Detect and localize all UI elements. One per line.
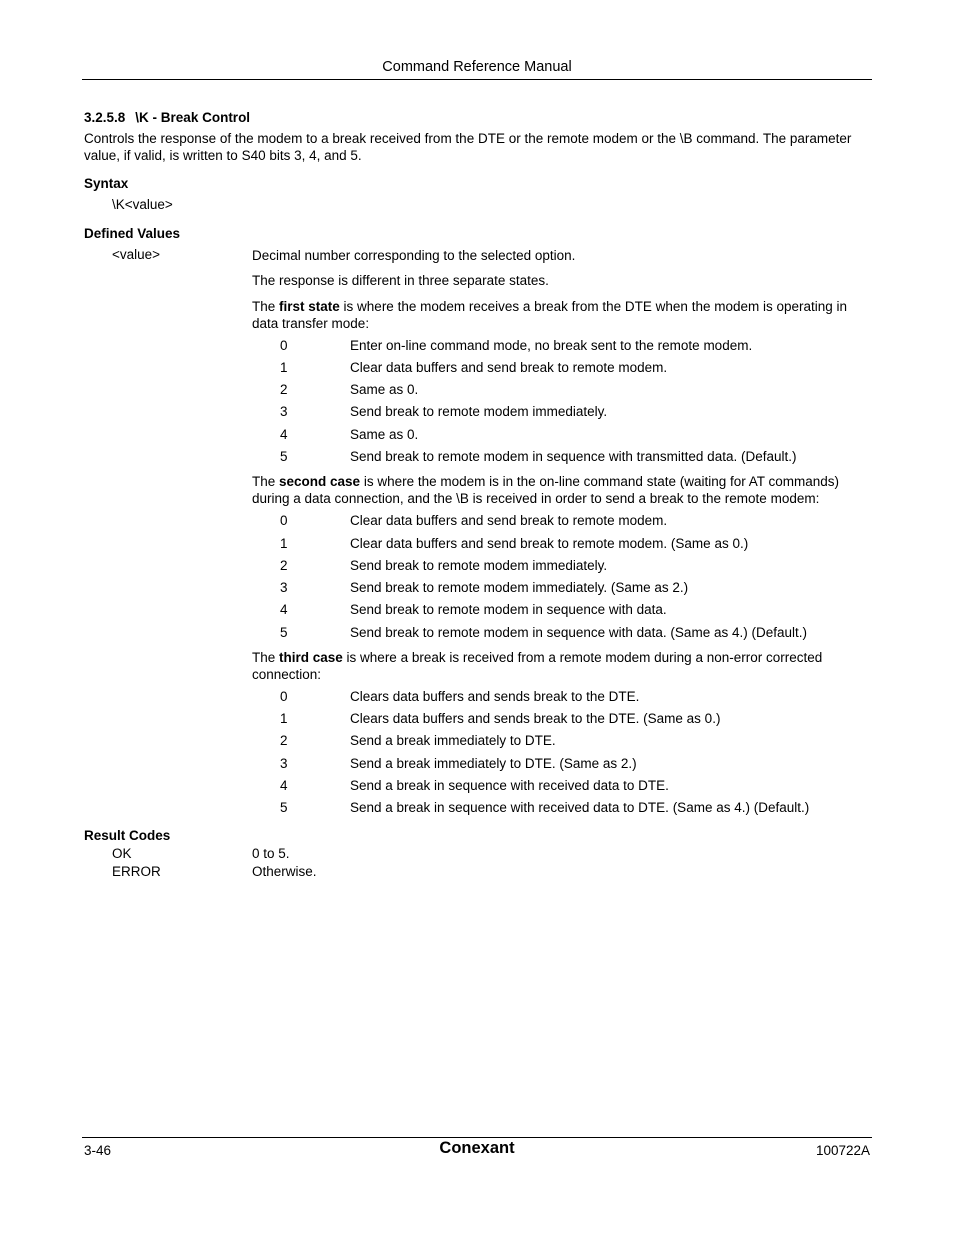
- header-rule: [82, 79, 872, 80]
- option-number: 4: [280, 602, 288, 617]
- case2-bold: second case: [279, 474, 361, 489]
- param-name: <value>: [112, 247, 161, 262]
- option-number: 2: [280, 558, 288, 573]
- option-text: Send break to remote modem immediately.: [350, 404, 608, 419]
- option-text: Send a break in sequence with received data to DTE.: [350, 778, 669, 793]
- section-intro: Controls the response of the modem to a break received from the DTE or the remote modem or the \B command. The parameter value, if valid, is written to S40 bits 3, 4, and 5.: [84, 131, 852, 163]
- option-text: Send a break immediately to DTE.: [350, 733, 556, 748]
- syntax-heading: Syntax: [84, 176, 129, 191]
- option-text: Send break to remote modem in sequence with transmitted data. (Default.): [350, 449, 797, 464]
- option-number: 5: [280, 625, 288, 640]
- result-codes-heading: Result Codes: [84, 828, 171, 843]
- option-number: 0: [280, 338, 288, 353]
- option-number: 5: [280, 449, 288, 464]
- param-description: Decimal number corresponding to the selected option.: [252, 248, 576, 263]
- case1-bold: first state: [279, 299, 340, 314]
- option-text: Send break to remote modem immediately.: [350, 558, 608, 573]
- section-heading: [84, 110, 250, 125]
- option-text: Clears data buffers and sends break to the DTE. (Same as 0.): [350, 711, 721, 726]
- option-number: 1: [280, 360, 288, 375]
- syntax-text: \K<value>: [112, 197, 173, 212]
- option-text: Send break to remote modem in sequence with data.: [350, 602, 667, 617]
- option-number: 2: [280, 382, 288, 397]
- case2-pre: The: [252, 474, 280, 489]
- case2-post: is where the modem is in the on-line command state (waiting for AT commands) during a data connection, and the \B is received in order to send a break to the remote modem:: [252, 474, 840, 506]
- option-number: 5: [280, 800, 288, 815]
- option-number: 4: [280, 427, 288, 442]
- option-text: Clear data buffers and send break to remote modem.: [350, 513, 668, 528]
- option-number: 0: [280, 689, 288, 704]
- section-number: 3.2.5.8: [84, 110, 126, 125]
- option-text: Enter on-line command mode, no break sent to the remote modem.: [350, 338, 753, 353]
- option-text: Send a break in sequence with received data to DTE. (Same as 4.) (Default.): [350, 800, 810, 815]
- case3-pre: The: [252, 650, 280, 665]
- result-meaning: Otherwise.: [252, 864, 317, 879]
- footer-brand: Conexant: [439, 1139, 515, 1157]
- option-text: Clear data buffers and send break to remote modem.: [350, 360, 668, 375]
- option-number: 4: [280, 778, 288, 793]
- option-text: Clears data buffers and sends break to the DTE.: [350, 689, 640, 704]
- option-text: Send break to remote modem in sequence with data. (Same as 4.) (Default.): [350, 625, 807, 640]
- case2-description: [252, 473, 872, 507]
- case1-pre: The: [252, 299, 280, 314]
- param-note: The response is different in three separate states.: [252, 273, 549, 288]
- option-number: 3: [280, 404, 288, 419]
- page-header-title: Command Reference Manual: [382, 59, 572, 75]
- footer-page-number: 3-46: [84, 1143, 112, 1158]
- result-meaning: 0 to 5.: [252, 846, 290, 861]
- option-text: Send break to remote modem immediately. (Same as 2.): [350, 580, 689, 595]
- option-number: 3: [280, 756, 288, 771]
- case1-post: is where the modem receives a break from the DTE when the modem is operating in data transfer mode:: [252, 299, 848, 331]
- option-number: 0: [280, 513, 288, 528]
- case1-description: [252, 298, 872, 332]
- footer-doc-number: 100722A: [815, 1143, 870, 1158]
- option-text: Send a break immediately to DTE. (Same as 2.): [350, 756, 637, 771]
- option-text: Same as 0.: [350, 427, 419, 442]
- case3-description: [252, 649, 872, 683]
- option-number: 1: [280, 536, 288, 551]
- option-number: 3: [280, 580, 288, 595]
- section-title: \K - Break Control: [135, 110, 251, 125]
- result-code: OK: [112, 846, 132, 861]
- result-code: ERROR: [112, 864, 161, 879]
- footer-rule: [82, 1137, 872, 1138]
- option-text: Clear data buffers and send break to remote modem. (Same as 0.): [350, 536, 749, 551]
- option-number: 1: [280, 711, 288, 726]
- defined-values-heading: Defined Values: [84, 226, 181, 241]
- case3-bold: third case: [279, 650, 343, 665]
- option-number: 2: [280, 733, 288, 748]
- case3-post: is where a break is received from a remote modem during a non-error corrected connection:: [252, 650, 823, 682]
- option-text: Same as 0.: [350, 382, 419, 397]
